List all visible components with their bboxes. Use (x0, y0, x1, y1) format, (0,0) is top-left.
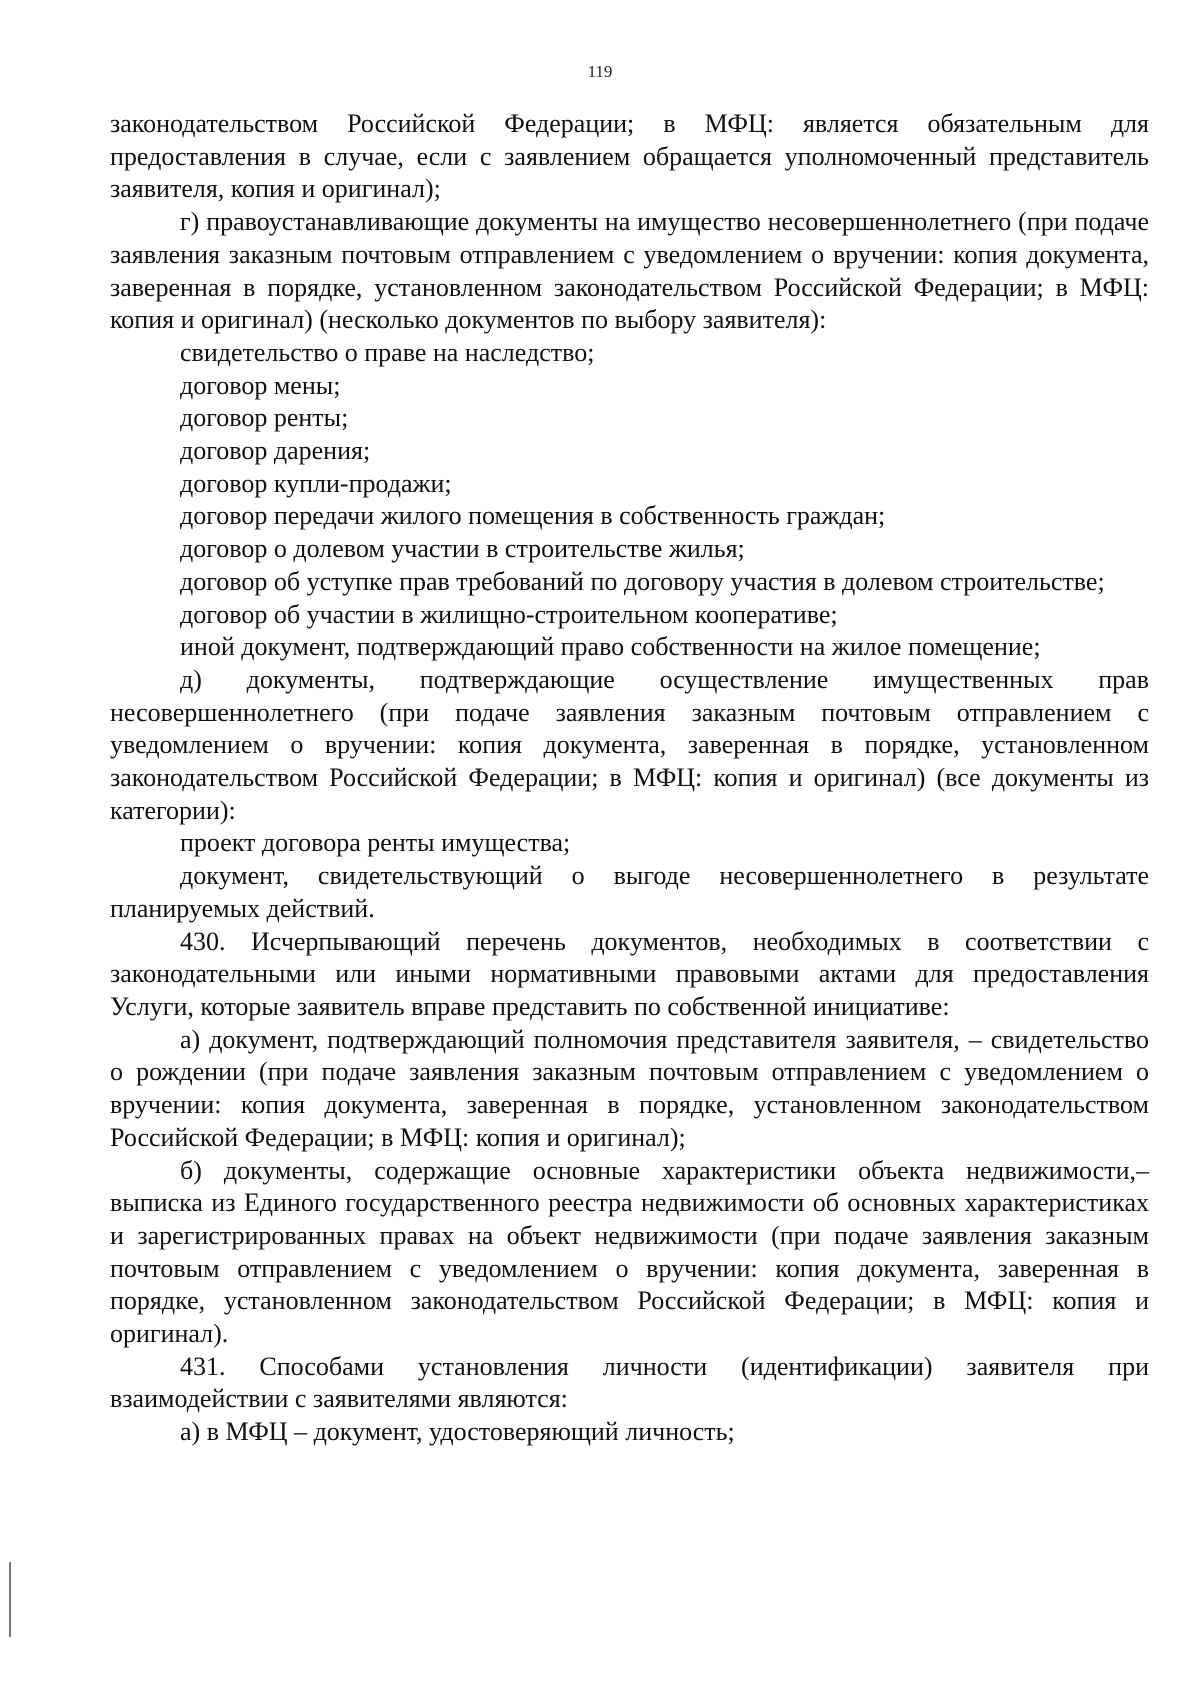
list-item: договор об уступке прав требований по договору участия в долевом строительстве; (180, 566, 1105, 596)
scan-edge-mark (9, 1562, 11, 1637)
list-item: договор купли-продажи; (180, 468, 452, 498)
document-body (110, 108, 1149, 1449)
list-item: договор о долевом участии в строительстве жилья; (180, 534, 745, 564)
paragraph-item-a: а) в МФЦ – документ, удостоверяющий личность; (180, 1417, 735, 1447)
list-item: договор передачи жилого помещения в собственность граждан; (180, 501, 886, 531)
page-number: 119 (587, 62, 613, 81)
paragraph-431: 431. Способами установления личности (идентификации) заявителя при взаимодействии с заявителями являются: (110, 1351, 1149, 1414)
list-item: иной документ, подтверждающий право собственности на жилое помещение; (180, 632, 1041, 662)
paragraph-430: 430. Исчерпывающий перечень документов, необходимых в соответствии с законодательными или иными нормативными правовыми актами для предоставления Услуги, которые заявитель вправе представить по собственной инициативе: (110, 926, 1149, 1021)
paragraph-item-b: б) документы, содержащие основные характеристики объекта недвижимости,– выписка из Единого государственного реестра недвижимости об основных характеристиках и зарегистрированных правах на объект недвижимости (при подаче заявления заказным почтовым отправлением с уведомлением о вручении: копия документа, заверенная в порядке, установленном законодательством Российской Федерации; в МФЦ: копия и оригинал). (110, 1155, 1149, 1349)
paragraph-continuation: законодательством Российской Федерации; в МФЦ: является обязательным для предоставления в случае, если с заявлением обращается уполномоченный представитель заявителя, копия и оригинал); (110, 109, 1149, 204)
list-item: свидетельство о праве на наследство; (180, 337, 595, 367)
paragraph-item-g: г) правоустанавливающие документы на имущество несовершеннолетнего (при подаче заявления заказным почтовым отправлением с уведомлением о вручении: копия документа, заверенная в порядке, установленном законодательством Российской Федерации; в МФЦ: копия и оригинал) (несколько документов по выбору заявителя): (110, 207, 1149, 335)
list-item: документ, свидетельствующий о выгоде несовершеннолетнего в результате планируемых действий. (110, 861, 1149, 923)
list-item: проект договора ренты имущества; (180, 828, 571, 858)
paragraph-item-d: д) документы, подтверждающие осуществление имущественных прав несовершеннолетнего (при подаче заявления заказным почтовым отправлением с уведомлением о вручении: копия документа, заверенная в порядке, установленном законодательством Российской Федерации; в МФЦ: копия и оригинал) (все документы из категории): (110, 664, 1149, 825)
paragraph-item-a: а) документ, подтверждающий полномочия представителя заявителя, – свидетельство о рождении (при подаче заявления заказным почтовым отправлением с уведомлением о вручении: копия документа, заверенная в порядке, установленном законодательством Российской Федерации; в МФЦ: копия и оригинал); (110, 1024, 1149, 1152)
list-item: договор ренты; (180, 403, 349, 433)
list-item: договор об участии в жилищно-строительном кооперативе; (180, 599, 838, 629)
list-item: договор дарения; (180, 436, 371, 466)
list-item: договор мены; (180, 370, 341, 400)
